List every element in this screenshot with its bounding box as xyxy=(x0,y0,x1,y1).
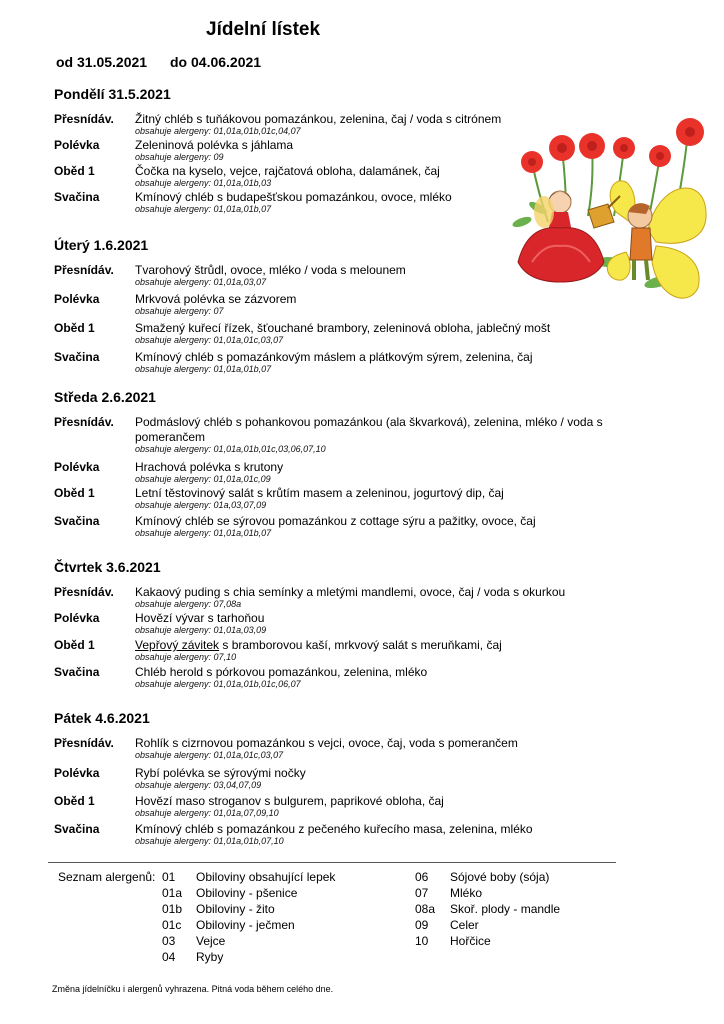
meal-allergens: obsahuje alergeny: 07,08a xyxy=(135,599,242,609)
allergen-name: Vejce xyxy=(196,934,226,948)
divider xyxy=(48,862,616,863)
allergen-name: Hořčice xyxy=(450,934,491,948)
meal-allergens: obsahuje alergeny: 01,01a,03,09 xyxy=(135,625,267,635)
meal-allergens: obsahuje alergeny: 01,01a,03,07 xyxy=(135,277,267,287)
footer-note: Změna jídelníčku i alergenů vyhrazena. Pitná voda během celého dne. xyxy=(52,984,334,994)
allergen-name: Ryby xyxy=(196,950,224,964)
meal-description xyxy=(135,794,625,809)
meal-description-text: Rybí polévka se sýrovými nočky xyxy=(135,766,306,780)
allergen-code: 10 xyxy=(415,934,429,948)
allergen-code: 08a xyxy=(415,902,436,916)
meal-description xyxy=(135,350,625,365)
meal-label: Polévka xyxy=(54,460,100,474)
meal-description-text: Podmáslový chléb s pohankovou pomazánkou (ala škvarková), zelenina, mléko / voda s pomerančem xyxy=(135,415,603,444)
meal-description-text: Mrkvová polévka se zázvorem xyxy=(135,292,297,306)
allergen-name: Obiloviny - žito xyxy=(196,902,275,916)
meal-description xyxy=(135,736,625,751)
meal-description-text: Kmínový chléb s pomazánkovým máslem a plátkovým sýrem, zelenina, čaj xyxy=(135,350,533,364)
meal-description-text: Smažený kuřecí řízek, šťouchané brambory, zeleninová obloha, jablečný mošt xyxy=(135,321,551,335)
meal-label: Svačina xyxy=(54,665,100,679)
meal-description-text: Tvarohový štrůdl, ovoce, mléko / voda s melounem xyxy=(135,263,406,277)
meal-allergens: obsahuje alergeny: 09 xyxy=(135,152,224,162)
meal-allergens: obsahuje alergeny: 01,01a,01b,07 xyxy=(135,364,272,374)
day-header: Čtvrtek 3.6.2021 xyxy=(54,559,161,575)
allergen-code: 01a xyxy=(162,886,183,900)
allergen-name: Obiloviny - ječmen xyxy=(196,918,295,932)
meal-label: Svačina xyxy=(54,190,100,204)
allergen-code: 03 xyxy=(162,934,176,948)
meal-label: Polévka xyxy=(54,611,100,625)
meal-description xyxy=(135,112,625,127)
meal-description-text: Kmínový chléb s pomazánkou z pečeného kuřecího masa, zelenina, mléko xyxy=(135,822,533,836)
meal-description xyxy=(135,415,625,445)
meal-label: Polévka xyxy=(54,766,100,780)
meal-allergens: obsahuje alergeny: 01,01a,01c,03,07 xyxy=(135,335,284,345)
meal-allergens: obsahuje alergeny: 01,01a,01c,09 xyxy=(135,474,271,484)
meal-description xyxy=(135,292,625,307)
meal-description xyxy=(135,611,625,626)
meal-allergens: obsahuje alergeny: 01,01a,01b,07 xyxy=(135,528,272,538)
meal-allergens: obsahuje alergeny: 01a,03,07,09 xyxy=(135,500,267,510)
meal-allergens: obsahuje alergeny: 07,10 xyxy=(135,652,237,662)
day-header: Úterý 1.6.2021 xyxy=(54,237,149,253)
meal-label: Oběd 1 xyxy=(54,486,95,500)
meal-allergens: obsahuje alergeny: 01,01a,01b,07,10 xyxy=(135,836,284,846)
meal-label: Přesnídáv. xyxy=(54,736,114,750)
meal-description xyxy=(135,460,625,475)
date-to: do 04.06.2021 xyxy=(170,54,262,70)
meal-allergens: obsahuje alergeny: 01,01a,01b,07 xyxy=(135,204,272,214)
allergen-code: 07 xyxy=(415,886,429,900)
meal-description xyxy=(135,190,625,205)
meal-allergens: obsahuje alergeny: 07 xyxy=(135,306,224,316)
meal-label: Polévka xyxy=(54,292,100,306)
meal-allergens: obsahuje alergeny: 01,01a,01b,03 xyxy=(135,178,272,188)
meal-label: Polévka xyxy=(54,138,100,152)
meal-description-text: Hovězí vývar s tarhoňou xyxy=(135,611,265,625)
meal-description-text: Chléb herold s pórkovou pomazánkou, zelenina, mléko xyxy=(135,665,428,679)
meal-label: Oběd 1 xyxy=(54,164,95,178)
meal-allergens: obsahuje alergeny: 01,01a,01b,01c,04,07 xyxy=(135,126,301,136)
meal-allergens: obsahuje alergeny: 01,01a,01b,01c,03,06,07,10 xyxy=(135,444,326,454)
page-title: Jídelní lístek xyxy=(206,19,321,40)
meal-description xyxy=(135,585,625,600)
meal-description-text: Kmínový chléb se sýrovou pomazánkou z cottage sýru a pažitky, ovoce, čaj xyxy=(135,514,536,528)
meal-label: Svačina xyxy=(54,350,100,364)
meal-label: Přesnídáv. xyxy=(54,585,114,599)
meal-description xyxy=(135,665,625,680)
meal-label: Oběd 1 xyxy=(54,321,95,335)
meal-description-text: Žitný chléb s tuňákovou pomazánkou, zelenina, čaj / voda s citrónem xyxy=(135,112,502,126)
allergen-list-label: Seznam alergenů: xyxy=(58,870,156,884)
meal-description xyxy=(135,766,625,781)
allergen-code: 01 xyxy=(162,870,176,884)
meal-description xyxy=(135,138,625,153)
meal-description-text: s bramborovou kaší, mrkvový salát s meruňkami, čaj xyxy=(219,638,502,652)
meal-description-text: Čočka na kyselo, vejce, rajčatová obloha, dalamánek, čaj xyxy=(135,164,440,178)
date-from: od 31.05.2021 xyxy=(56,54,148,70)
meal-description-text: Hovězí maso stroganov s bulgurem, paprikové obloha, čaj xyxy=(135,794,444,808)
meal-description-underlined: Vepřový závitek xyxy=(135,638,220,652)
allergen-code: 06 xyxy=(415,870,429,884)
meal-description-text: Rohlík s cizrnovou pomazánkou s vejci, ovoce, čaj, voda s pomerančem xyxy=(135,736,518,750)
meal-description-text: Kmínový chléb s budapešťskou pomazánkou, ovoce, mléko xyxy=(135,190,452,204)
meal-label: Svačina xyxy=(54,822,100,836)
meal-label: Přesnídáv. xyxy=(54,263,114,277)
meal-label: Oběd 1 xyxy=(54,794,95,808)
meal-description-text: Hrachová polévka s krutony xyxy=(135,460,284,474)
meal-allergens: obsahuje alergeny: 01,01a,01b,01c,06,07 xyxy=(135,679,301,689)
meal-allergens: obsahuje alergeny: 01,01a,07,09,10 xyxy=(135,808,279,818)
allergen-name: Obiloviny obsahující lepek xyxy=(196,870,336,884)
meal-description-text: Kakaový puding s chia semínky a mletými mandlemi, ovoce, čaj / voda s okurkou xyxy=(135,585,566,599)
meal-description xyxy=(135,638,625,653)
allergen-name: Mléko xyxy=(450,886,483,900)
day-header: Pondělí 31.5.2021 xyxy=(54,86,171,102)
allergen-name: Celer xyxy=(450,918,479,932)
meal-description-text: Letní těstovinový salát s krůtím masem a zeleninou, jogurtový dip, čaj xyxy=(135,486,504,500)
allergen-code: 09 xyxy=(415,918,429,932)
meal-description xyxy=(135,486,625,501)
meal-label: Svačina xyxy=(54,514,100,528)
day-header: Pátek 4.6.2021 xyxy=(54,710,150,726)
allergen-name: Sójové boby (sója) xyxy=(450,870,550,884)
meal-label: Oběd 1 xyxy=(54,638,95,652)
meal-description xyxy=(135,822,625,837)
meal-allergens: obsahuje alergeny: 01,01a,01c,03,07 xyxy=(135,750,284,760)
meal-description xyxy=(135,514,625,529)
allergen-code: 01c xyxy=(162,918,182,932)
allergen-name: Obiloviny - pšenice xyxy=(196,886,298,900)
allergen-code: 01b xyxy=(162,902,183,916)
meal-label: Přesnídáv. xyxy=(54,415,114,429)
day-header: Středa 2.6.2021 xyxy=(54,389,156,405)
meal-description xyxy=(135,321,625,336)
allergen-code: 04 xyxy=(162,950,176,964)
allergen-name: Skoř. plody - mandle xyxy=(450,902,561,916)
meal-description-text: Zeleninová polévka s jáhlama xyxy=(135,138,294,152)
meal-description xyxy=(135,263,625,278)
meal-label: Přesnídáv. xyxy=(54,112,114,126)
meal-description xyxy=(135,164,625,179)
meal-allergens: obsahuje alergeny: 03,04,07,09 xyxy=(135,780,262,790)
